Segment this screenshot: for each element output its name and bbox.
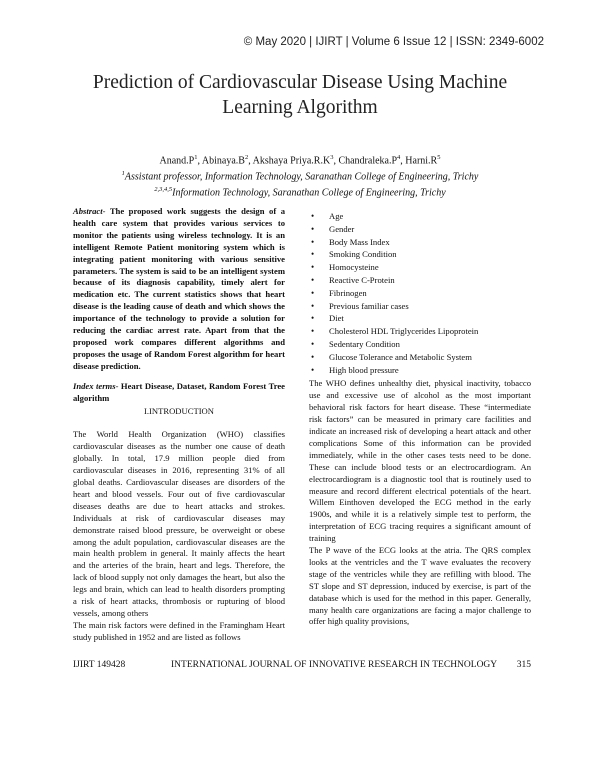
author-sup: 2	[244, 154, 249, 161]
author-sup: 1	[194, 154, 198, 161]
page-number: 315	[516, 660, 531, 670]
author-sup: 4	[397, 154, 401, 161]
affiliation-2	[40, 184, 560, 200]
intro-paragraph-1: The World Health Organization (WHO) classifies cardiovascular diseases as the number one cause of death globally. In total, 17.9 million people died from cardiovascular diseases in 2016, representing 31% of all global deaths. Cardiovascular diseases are disorders of the heart and blood vessels. Four out of five cardiovascular diseases deaths are due to heart attacks and strokes. Individuals at risk of cardiovascular diseases may demonstrate raised blood pressure, be overweight or obese among the adult population, cardiovascular diseases are the main health problem in general. It mainly affects the heart and the arteries of the brain, heart and legs. Therefore, the lack of blood supply not only damages the heart, but also the legs and brain, which can lead to health disorders prompting a risk of heart attacks, thrombosis or rupturing of blood vessels, among others	[73, 429, 285, 618]
list-item: • Diet	[309, 312, 531, 325]
section-heading: I.INTRODUCTION	[144, 405, 214, 416]
author-name: , Harni.R	[400, 155, 438, 167]
intro-paragraph-2: The main risk factors were defined in the Framingham Heart study published in 1952 and are listed as follows	[73, 619, 285, 642]
author-list	[40, 152, 560, 168]
list-item: • Glucose Tolerance and Metabolic System	[309, 351, 531, 364]
author-block	[40, 152, 560, 199]
footer-paper-id: IJIRT 149428	[73, 660, 126, 670]
author-name: , Chandraleka.P	[333, 155, 398, 167]
author-name: , Akshaya Priya.R.K	[248, 155, 331, 167]
footer-journal-name: INTERNATIONAL JOURNAL OF INNOVATIVE RESEARCH IN TECHNOLOGY	[171, 660, 498, 670]
affiliation-text: Assistant professor, Information Technology, Saranathan College of Engineering, Trichy	[124, 171, 479, 183]
affiliation-sup: 2,3,4,5	[154, 185, 173, 193]
abstract-text: The proposed work suggests the design of a health care system that provides various services to monitor the patients using wireless technology. It is an intelligent Remote Patient monitoring system which is integrating patient monitoring with various sensitive parameters. The system is said to be an intelligent system because of its diagnosis capability, timely alert for medication etc. The current statistics shows that heart disease is the leading cause of death and which shows the importance of the technology to provide a solution for reducing the cardiac arrest rate. Apart from that the proposed work compares different algorithms and proposes the usage of Random Forest algorithm for heart disease prediction.	[73, 206, 285, 371]
left-column	[73, 206, 285, 644]
abstract-label: Abstract-	[73, 206, 106, 216]
list-item: • High blood pressure	[309, 364, 531, 377]
affiliation-1	[40, 168, 560, 184]
list-item: • Homocysteine	[309, 261, 531, 274]
risk-factor-list	[309, 210, 531, 376]
title-line-2: Learning Algorithm	[222, 97, 378, 118]
list-item: • Smoking Condition	[309, 248, 531, 261]
list-item: • Cholesterol HDL Triglycerides Lipoprotein	[309, 325, 531, 338]
body-paragraph-2: The P wave of the ECG looks at the atria. The QRS complex looks at the ventricles and the T wave evaluates the recovery stage of the ventricles while they are refilling with blood. The ST slope and ST depression, induced by exercise, is part of the database which is used for the method in this paper. Generally, many health care organizations are facing a major challenge to offer high quality provisions,	[309, 545, 531, 627]
author-sup: 5	[437, 154, 441, 161]
list-item: • Fibrinogen	[309, 287, 531, 300]
paper-title	[40, 70, 560, 120]
title-line-1: Prediction of Cardiovascular Disease Using Machine	[92, 72, 508, 93]
body-paragraph-1: The WHO defines unhealthy diet, physical inactivity, tobacco use and excessive use of alcohol as the most important behavioral risk factors for heart disease. These “intermediate risk factors” can be measured in primary care facilities and indicate an increased risk of developing a heart attack and other complications Some of this information can be provided immediately, while in the other cases tests need to be done. These can include blood tests or an electrocardiogram. An electrocardiogram is a diagnostic tool that is routinely used to measure and record different electrical potentials of the heart. Willem Einthoven developed the ECG method in the early 1900s, and while it is a relatively simple test to perform, the interpretation of ECG tracing requires a significant amount of training	[309, 378, 531, 544]
affiliation-text: Information Technology, Saranathan College of Engineering, Trichy	[172, 186, 446, 198]
author-name: Anand.P	[159, 155, 195, 167]
list-item: • Sedentary Condition	[309, 338, 531, 351]
author-name: , Abinaya.B	[197, 155, 245, 167]
index-terms-label: Index terms-	[73, 380, 119, 391]
list-item: • Gender	[309, 223, 531, 236]
list-item: • Previous familiar cases	[309, 300, 531, 313]
list-item: • Reactive C-Protein	[309, 274, 531, 287]
list-item: • Body Mass Index	[309, 236, 531, 249]
list-item: • Age	[309, 210, 531, 223]
abstract	[73, 206, 285, 373]
right-column	[309, 206, 531, 628]
index-terms-text: Heart Disease, Dataset, Random Forest Tree algorithm	[73, 380, 285, 403]
affiliation-sup: 1	[121, 169, 125, 177]
author-sup: 3	[330, 154, 334, 161]
index-terms	[73, 381, 285, 405]
journal-header: © May 2020 | IJIRT | Volume 6 Issue 12 | ISSN: 2349-6002	[243, 36, 544, 48]
